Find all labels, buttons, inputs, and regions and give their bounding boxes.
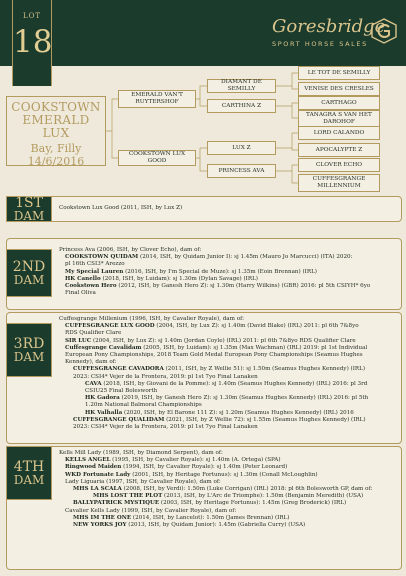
offspring-name: Ringwood Maiden (65, 464, 122, 471)
third-dam-line-8: CUFFESGRANGE CAVADORA (2011, ISH, by Z Wellie 51): sj 1.50m (Seamus Hughes Kennedy) (IRL) (73, 366, 366, 373)
first-dam-line: Cookstown Lux Good (2011, ISH, by Lux Z) (59, 205, 183, 211)
third-dam-line-11: CSIU25 Final Bolesworth (85, 388, 158, 395)
fourth-dam-line-7: MHS LOST THE PLOT (2013, ISH, by L'Arc de Triomphe): 1.50m (Benjamin Meredith) (USA) (93, 493, 364, 500)
second-dam-section (6, 238, 402, 310)
third-dam-line-4: SIR LUC (2004, ISH, by Lux Z): sj 1.40m (Jordan Coyle) (IRL) 2011: pl 6th 7&8yo RDS Qualifier Clare (65, 337, 356, 344)
dam-box: COOKSTOWN LUX GOOD (118, 150, 196, 166)
ancestor-sire-dam-dam-box: LORD CALANDO (298, 126, 380, 140)
second-dam-number: 2ND (12, 258, 46, 275)
first-dam-text (59, 205, 397, 212)
fourth-dam-text (59, 450, 397, 529)
dam-dam-box: PRINCESS AVA (207, 164, 276, 178)
first-dam-badge (6, 196, 52, 222)
offspring-name: SIR LUC (65, 337, 92, 344)
ancestor-box-5: APOCALYPTE Z (298, 143, 380, 157)
offspring-name: MHS LOST THE PLOT (93, 493, 163, 500)
third-dam-line-1: Cuffesgrange Millenium (1996, ISH, by Cavalier Royale), dam of: (59, 316, 245, 322)
third-dam-line-13: 1.20m National Balmoral Championships (85, 402, 202, 409)
fourth-dam-label: DAM (13, 472, 45, 487)
third-dam-section (6, 312, 402, 444)
brand-name: Goresbridge (272, 16, 386, 37)
first-dam-label: DAM (13, 208, 45, 223)
lot-label: LOT (22, 12, 42, 20)
third-dam-line-14: HK Valhalla (2020, ISH, by El Barone 111 Z): sj 1.20m (Seamus Hughes Kennedy) (IRL) 2016 (85, 409, 354, 416)
second-dam-label: DAM (13, 272, 45, 287)
third-dam-line-10: CAVA (2018, ISH, by Giovani de la Pomme): sj 1.40m (Seamus Hughes Kennedy) (IRL) 2016: pl 3rd (85, 380, 368, 387)
second-dam-line-2: COOKSTOWN QUIDAM (2014, ISH, by Quidam Junior I): sj 1.45m (Mauro Jo Marcucci) (ITA) 2020: (65, 254, 353, 261)
offspring-name: MHS LA SCALA (73, 486, 122, 493)
offspring-name: MHS IM THE ONE (73, 514, 132, 521)
offspring-name: Cuffesgrange Cavalidam (65, 344, 142, 351)
ancestor-box-1: LE TOT DE SEMILLY (298, 66, 380, 80)
second-dam-line-4: My Special Lauren (2016, ISH, by I'm Special de Muze): sj 1.35m (Eoin Brennan) (IRL) (65, 268, 317, 275)
fourth-dam-line-4: WKD Fortunate Lady (2001, ISH, by Heritage Fortunus): sj 1.30m (Conall McLoughlin) (65, 471, 318, 478)
offspring-name: COOKSTOWN QUIDAM (65, 254, 139, 261)
offspring-name: CUFFESGRANGE CAVADORA (73, 366, 164, 373)
offspring-name: CUFFESGRANGE QUALIDAM (73, 416, 165, 423)
fourth-dam-line-5: Lady Liguaria (1997, ISH, by Cavalier Royale), dam of: (65, 478, 221, 485)
offspring-name: CAVA (85, 380, 102, 387)
brand-subtitle: SPORT HORSE SALES (272, 40, 368, 48)
fourth-dam-number: 4TH (13, 458, 45, 475)
fourth-dam-line-3: Ringwood Maiden (1994, ISH, by Cavalier Royale): sj 1.40m (Peter Leonard) (65, 464, 288, 471)
offspring-name: BALLYPATRICK MYSTIQUE (73, 500, 160, 507)
sire-dam-box: CARTHINA Z (207, 99, 276, 113)
third-dam-badge (6, 323, 52, 377)
offspring-name: My Special Lauren (65, 268, 124, 275)
fourth-dam-line-11: NEW YORKS JOY (2013, ISH, by Quidam Junior): 1.45m (Gabriella Curry) (USA) (73, 522, 306, 529)
ancestor-box-3: CARTHAGO (298, 96, 380, 110)
second-dam-line-3: pl 16th CSI3* Arezzo (65, 261, 125, 268)
third-dam-label: DAM (13, 349, 45, 364)
second-dam-line-6: Cookstown Hero (2012, ISH, by Ganesh Hero Z): sj 1.30m (Harry Wilkins) (GBR) 2016: pl 5th CSIYH* 6yo (65, 283, 371, 290)
fourth-dam-line-1: Kells Mill Lady (1989, ISH, by Diamond Serpent), dam of: (59, 450, 223, 456)
offspring-name: HK Canello (65, 275, 101, 282)
first-dam-section (6, 196, 402, 222)
fourth-dam-line-10: MHS IM THE ONE (2014, ISH, by Lancelot): 1.50m (James Brennan) (IRL) (73, 514, 290, 521)
fourth-dam-line-8: BALLYPATRICK MYSTIQUE (2003, ISH, by Heritage Fortunus): 1.45m (Greg Broderick) (IRL) (73, 500, 347, 507)
fourth-dam-line-2: KELLS ANGEL (1995, ISH, by Cavalier Royale): sj 1.40m (A. Ortega) (SPA) (65, 457, 281, 464)
horse-name-line2: EMERALD LUX (22, 113, 90, 140)
second-dam-line-1: Princess Ava (2006, ISH, by Clover Echo), dam of: (59, 247, 202, 253)
lot-badge (12, 0, 52, 86)
goresbridge-g-logo-icon (371, 18, 397, 44)
offspring-name: KELLS ANGEL (65, 457, 111, 464)
third-dam-line-3: RDS Qualifier Clare (65, 330, 122, 337)
third-dam-line-16: 2023: CSI4* Vejer de la Frontera, 2019: pl 1st 7yo Final Lanaken (73, 424, 258, 431)
second-dam-badge (6, 249, 52, 297)
third-dam-line-15: CUFFESGRANGE QUALIDAM (2021, ISH, by Z Wellie 72): sj 1.55m (Seamus Hughes Kennedy) (IRL) (73, 416, 366, 423)
third-dam-line-12: HK Gadora (2019, ISH, by Ganesh Hero Z): sj 1.30m (Seamus Hughes Kennedy) (IRL) 2016: pl 5th (85, 395, 369, 402)
horse-name-line1: COOKSTOWN (11, 100, 101, 114)
ancestor-box-4: TANAGRA S VAN HET DAROHOF (298, 110, 380, 128)
ancestor-dam-dam-sire-box: CLOVER ECHO (298, 158, 380, 172)
offspring-name: WKD Fortunate Lady (65, 471, 131, 478)
horse-dob: 14/6/2016 (27, 155, 85, 168)
header-bar (0, 0, 406, 66)
third-dam-line-7: Kennedy), dam of: (65, 359, 117, 366)
ancestor-box-6: CUFFESGRANGE MILLENNIUM (298, 174, 380, 192)
third-dam-line-2: CUFFESGRANGE LUX GOOD (2004, ISH, by Lux Z): sj 1.40m (David Blake) (IRL) 2011: pl 6th 7&8yo (65, 323, 359, 330)
fourth-dam-line-9: Cavalier Kells Lady (1999, ISH, by Cavalier Royale), dam of: (65, 507, 237, 514)
dam-sire-box: LUX Z (207, 141, 276, 155)
offspring-name: Cookstown Hero (65, 283, 117, 290)
fourth-dam-section (6, 446, 402, 570)
ancestor-box-2: VENISE DES CRESLES (298, 82, 380, 96)
offspring-name: HK Valhalla (85, 409, 123, 416)
third-dam-line-6: European Pony Championships, 2018 Team Gold Medal European Pony Championships (Seamus Hughes (65, 352, 363, 359)
third-dam-line-9: 2023: CSI4* Vejer de la Frontera, 2019: pl 1st 7yo Final Lanaken (73, 373, 258, 380)
second-dam-line-5: HK Canello (2018, ISH, by Luidam): sj 1.30m (Dylan Savage) (IRL) (65, 275, 258, 282)
fourth-dam-badge (6, 446, 52, 500)
horse-name-block (6, 96, 106, 166)
third-dam-text (59, 316, 397, 431)
horse-sex: Bay, Filly (30, 142, 82, 155)
second-dam-line-7: Final Oliva (65, 290, 96, 297)
sire-sire-sire-box: DIAMANT DE SEMILLY (207, 79, 276, 93)
fourth-dam-line-6: MHS LA SCALA (2008, ISH, by Verdi): 1.50m (Luke Corrigan) (IRL) 2018: pl 6th Bolesworth GP, dam of: (73, 486, 373, 493)
offspring-name: NEW YORKS JOY (73, 522, 127, 529)
sire-sire-box: EMERALD VAN'T RUYTERSHOF (118, 90, 196, 108)
second-dam-text (59, 247, 397, 297)
first-dam-number: 1ST (15, 194, 43, 211)
lot-number: 18 (13, 24, 53, 60)
offspring-name: HK Gadora (85, 395, 120, 402)
third-dam-number: 3RD (13, 335, 45, 352)
offspring-name: CUFFESGRANGE LUX GOOD (65, 323, 155, 330)
third-dam-line-5: Cuffesgrange Cavalidam (2005, ISH, by Luidam): sj 1.35m (Max Wachman) (IRL) 2019: pl 1st Individual (65, 344, 368, 351)
